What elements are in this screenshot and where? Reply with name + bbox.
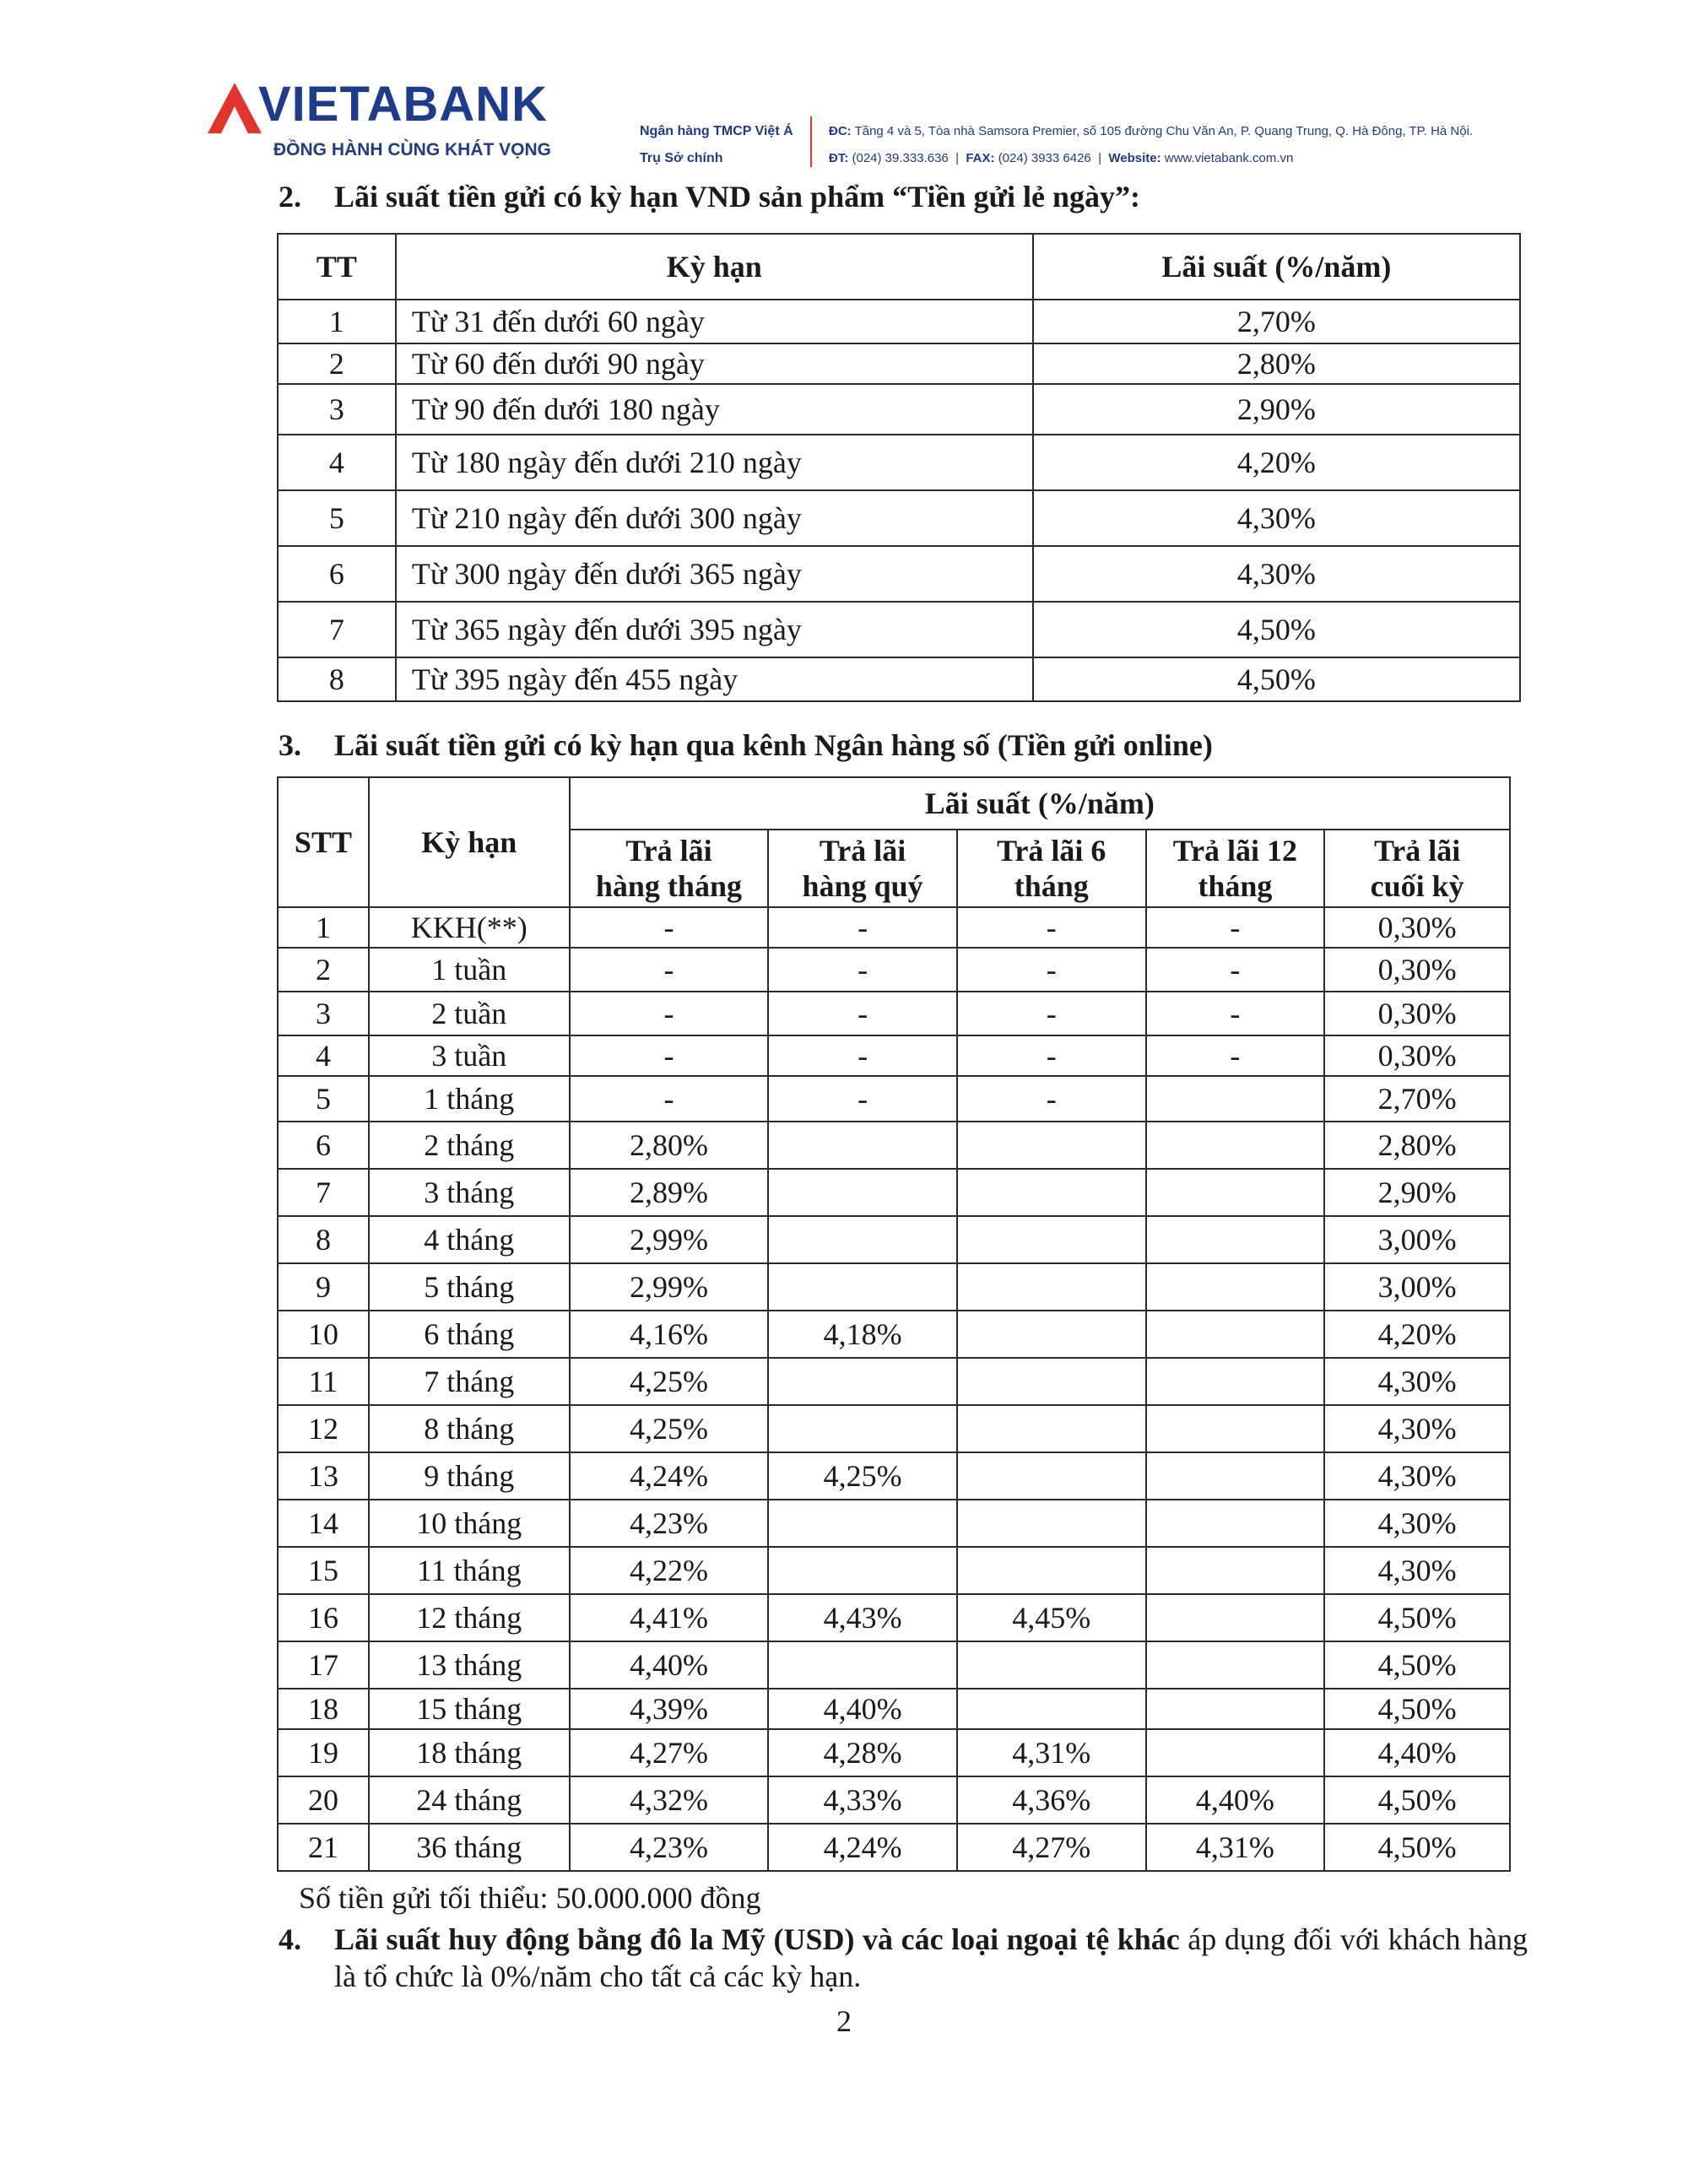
table-row	[278, 1358, 1510, 1405]
cell-rate: 4,50%	[1033, 657, 1520, 701]
cell-quarterly: 4,18%	[768, 1311, 957, 1358]
cell-quarterly: -	[768, 1076, 957, 1122]
table-row	[278, 546, 1520, 602]
cell-rate: 4,30%	[1033, 546, 1520, 602]
col-header-6-month: Trả lãi 6 tháng	[957, 830, 1146, 907]
cell-rate: 4,20%	[1033, 435, 1520, 490]
cell-6-month: 4,36%	[957, 1776, 1146, 1824]
col-header-stt: STT	[278, 777, 369, 907]
cell-end-of-term: 4,40%	[1324, 1729, 1510, 1776]
cell-12-month	[1146, 1641, 1325, 1689]
cell-6-month	[957, 1216, 1146, 1263]
cell-tt: 7	[278, 602, 396, 657]
col-header-quarterly: Trả lãi hàng quý	[768, 830, 957, 907]
cell-term: 7 tháng	[369, 1358, 570, 1405]
cell-term: 5 tháng	[369, 1263, 570, 1311]
cell-6-month	[957, 1641, 1146, 1689]
cell-monthly: 4,40%	[570, 1641, 769, 1689]
bank-logo	[206, 77, 560, 165]
cell-6-month: -	[957, 992, 1146, 1035]
table-row	[278, 948, 1510, 992]
cell-12-month: 4,40%	[1146, 1776, 1325, 1824]
cell-quarterly	[768, 1641, 957, 1689]
cell-term: 3 tuần	[369, 1035, 570, 1076]
cell-end-of-term: 4,50%	[1324, 1776, 1510, 1824]
cell-tt: 1	[278, 300, 396, 343]
cell-end-of-term: 2,90%	[1324, 1169, 1510, 1216]
cell-end-of-term: 4,30%	[1324, 1452, 1510, 1500]
cell-monthly: -	[570, 1035, 769, 1076]
table-row	[278, 343, 1520, 384]
cell-term: Từ 90 đến dưới 180 ngày	[396, 384, 1033, 435]
section-2-title: 2. Lãi suất tiền gửi có kỳ hạn VND sản phẩm “Tiền gửi lẻ ngày”:	[279, 180, 1141, 214]
cell-end-of-term: 4,50%	[1324, 1594, 1510, 1641]
cell-quarterly	[768, 1358, 957, 1405]
cell-term: 6 tháng	[369, 1311, 570, 1358]
table-row	[278, 1689, 1510, 1729]
cell-6-month	[957, 1263, 1146, 1311]
cell-end-of-term: 0,30%	[1324, 948, 1510, 992]
cell-monthly: -	[570, 1076, 769, 1122]
col-header-tt: TT	[278, 234, 396, 300]
cell-term: 18 tháng	[369, 1729, 570, 1776]
daily-deposit-rate-table	[277, 233, 1521, 702]
table-row	[278, 435, 1520, 490]
cell-stt: 16	[278, 1594, 369, 1641]
address-line: ĐC: Tầng 4 và 5, Tòa nhà Samsora Premier, số 105 đường Chu Văn An, P. Quang Trung, Q. Hà Đông, TP. Hà Nội.	[829, 124, 1474, 138]
website-link[interactable]: www.vietabank.com.vn	[1164, 151, 1294, 165]
section-4-bold-text: Lãi suất huy động bằng đô la Mỹ (USD) và các loại ngoại tệ khác	[334, 1922, 1180, 1956]
cell-term: 24 tháng	[369, 1776, 570, 1824]
logo-mark-icon	[206, 81, 263, 135]
cell-12-month	[1146, 1452, 1325, 1500]
table-row	[278, 300, 1520, 343]
cell-term: 13 tháng	[369, 1641, 570, 1689]
cell-quarterly	[768, 1169, 957, 1216]
cell-term: 4 tháng	[369, 1216, 570, 1263]
cell-term: Từ 210 ngày đến dưới 300 ngày	[396, 490, 1033, 546]
col-header-monthly: Trả lãi hàng tháng	[570, 830, 769, 907]
cell-6-month	[957, 1169, 1146, 1216]
cell-quarterly: 4,25%	[768, 1452, 957, 1500]
table-header-row	[278, 777, 1510, 830]
col-header-term: Kỳ hạn	[369, 777, 570, 907]
cell-12-month	[1146, 1405, 1325, 1452]
cell-monthly: 4,25%	[570, 1358, 769, 1405]
logo-slogan: ĐỒNG HÀNH CÙNG KHÁT VỌNG	[273, 140, 551, 159]
cell-12-month	[1146, 1216, 1325, 1263]
cell-12-month	[1146, 1547, 1325, 1594]
table-row	[278, 1076, 1510, 1122]
cell-stt: 9	[278, 1263, 369, 1311]
cell-term: 12 tháng	[369, 1594, 570, 1641]
cell-6-month	[957, 1311, 1146, 1358]
cell-end-of-term: 4,30%	[1324, 1405, 1510, 1452]
col-header-rate-group: Lãi suất (%/năm)	[570, 777, 1510, 830]
cell-6-month	[957, 1452, 1146, 1500]
col-header-term: Kỳ hạn	[396, 234, 1033, 300]
section-4-paragraph	[279, 1921, 1528, 1995]
cell-term: 9 tháng	[369, 1452, 570, 1500]
cell-end-of-term: 4,30%	[1324, 1500, 1510, 1547]
hq-label: Trụ Sở chính	[640, 151, 723, 165]
cell-quarterly	[768, 1216, 957, 1263]
table-row	[278, 1122, 1510, 1169]
cell-quarterly: -	[768, 1035, 957, 1076]
table-row	[278, 907, 1510, 948]
cell-term: 11 tháng	[369, 1547, 570, 1594]
table-row	[278, 1452, 1510, 1500]
table-row	[278, 1594, 1510, 1641]
table-row	[278, 1035, 1510, 1076]
cell-12-month: -	[1146, 907, 1325, 948]
online-deposit-rate-table	[277, 776, 1511, 1872]
cell-term: 36 tháng	[369, 1824, 570, 1871]
cell-term: 3 tháng	[369, 1169, 570, 1216]
cell-stt: 4	[278, 1035, 369, 1076]
cell-end-of-term: 0,30%	[1324, 907, 1510, 948]
cell-6-month: -	[957, 948, 1146, 992]
table-row	[278, 1547, 1510, 1594]
cell-quarterly	[768, 1547, 957, 1594]
cell-rate: 4,50%	[1033, 602, 1520, 657]
section-4-number: 4.	[279, 1922, 301, 1956]
cell-quarterly: 4,43%	[768, 1594, 957, 1641]
table-row	[278, 1169, 1510, 1216]
cell-quarterly: 4,24%	[768, 1824, 957, 1871]
cell-stt: 7	[278, 1169, 369, 1216]
cell-quarterly: 4,33%	[768, 1776, 957, 1824]
cell-stt: 21	[278, 1824, 369, 1871]
cell-term: Từ 365 ngày đến dưới 395 ngày	[396, 602, 1033, 657]
table-row	[278, 1641, 1510, 1689]
cell-tt: 6	[278, 546, 396, 602]
col-header-12-month: Trả lãi 12 tháng	[1146, 830, 1325, 907]
cell-tt: 8	[278, 657, 396, 701]
cell-12-month	[1146, 1594, 1325, 1641]
cell-term: Từ 180 ngày đến dưới 210 ngày	[396, 435, 1033, 490]
cell-end-of-term: 0,30%	[1324, 1035, 1510, 1076]
cell-end-of-term: 3,00%	[1324, 1216, 1510, 1263]
cell-12-month: -	[1146, 948, 1325, 992]
cell-monthly: 2,99%	[570, 1216, 769, 1263]
contact-block	[829, 118, 1473, 172]
cell-12-month	[1146, 1729, 1325, 1776]
cell-6-month: -	[957, 907, 1146, 948]
cell-end-of-term: 0,30%	[1324, 992, 1510, 1035]
cell-end-of-term: 2,80%	[1324, 1122, 1510, 1169]
cell-term: 15 tháng	[369, 1689, 570, 1729]
cell-monthly: -	[570, 992, 769, 1035]
cell-term: Từ 60 đến dưới 90 ngày	[396, 343, 1033, 384]
contact-line: ĐT: (024) 39.333.636 | FAX: (024) 3933 6426 | Website: www.vietabank.com.vn	[829, 151, 1294, 165]
cell-quarterly: 4,40%	[768, 1689, 957, 1729]
cell-rate: 4,30%	[1033, 490, 1520, 546]
cell-stt: 6	[278, 1122, 369, 1169]
cell-12-month	[1146, 1311, 1325, 1358]
table-row	[278, 1405, 1510, 1452]
table-row	[278, 384, 1520, 435]
cell-6-month	[957, 1547, 1146, 1594]
cell-monthly: 4,39%	[570, 1689, 769, 1729]
cell-12-month: -	[1146, 1035, 1325, 1076]
table-row	[278, 1263, 1510, 1311]
cell-monthly: 4,23%	[570, 1824, 769, 1871]
table-row	[278, 602, 1520, 657]
cell-stt: 3	[278, 992, 369, 1035]
cell-6-month	[957, 1358, 1146, 1405]
page-number: 2	[836, 2004, 852, 2038]
cell-monthly: 4,24%	[570, 1452, 769, 1500]
cell-monthly: 2,99%	[570, 1263, 769, 1311]
header-divider	[810, 116, 812, 167]
table-row	[278, 1776, 1510, 1824]
section-3-title: 3. Lãi suất tiền gửi có kỳ hạn qua kênh Ngân hàng số (Tiền gửi online)	[279, 728, 1213, 762]
cell-stt: 2	[278, 948, 369, 992]
cell-6-month: 4,31%	[957, 1729, 1146, 1776]
cell-6-month	[957, 1122, 1146, 1169]
cell-monthly: 4,25%	[570, 1405, 769, 1452]
cell-12-month	[1146, 1500, 1325, 1547]
cell-stt: 17	[278, 1641, 369, 1689]
cell-term: Từ 31 đến dưới 60 ngày	[396, 300, 1033, 343]
table-row	[278, 992, 1510, 1035]
cell-quarterly: -	[768, 907, 957, 948]
cell-stt: 18	[278, 1689, 369, 1729]
cell-end-of-term: 4,20%	[1324, 1311, 1510, 1358]
cell-12-month	[1146, 1169, 1325, 1216]
table-row	[278, 1824, 1510, 1871]
cell-quarterly	[768, 1263, 957, 1311]
cell-monthly: -	[570, 948, 769, 992]
cell-end-of-term: 4,50%	[1324, 1641, 1510, 1689]
table-row	[278, 1729, 1510, 1776]
cell-quarterly	[768, 1500, 957, 1547]
cell-stt: 20	[278, 1776, 369, 1824]
cell-tt: 2	[278, 343, 396, 384]
table-header-row	[278, 234, 1520, 300]
cell-quarterly	[768, 1122, 957, 1169]
cell-stt: 12	[278, 1405, 369, 1452]
table-row	[278, 490, 1520, 546]
cell-quarterly: 4,28%	[768, 1729, 957, 1776]
cell-monthly: -	[570, 907, 769, 948]
cell-6-month	[957, 1405, 1146, 1452]
logo-wordmark: VIETABANK	[258, 77, 549, 132]
cell-monthly: 4,32%	[570, 1776, 769, 1824]
cell-term: Từ 395 ngày đến 455 ngày	[396, 657, 1033, 701]
cell-6-month	[957, 1500, 1146, 1547]
cell-stt: 13	[278, 1452, 369, 1500]
cell-12-month: -	[1146, 992, 1325, 1035]
table-row	[278, 1500, 1510, 1547]
minimum-deposit-note: Số tiền gửi tối thiểu: 50.000.000 đồng	[299, 1881, 761, 1915]
cell-rate: 2,80%	[1033, 343, 1520, 384]
cell-stt: 11	[278, 1358, 369, 1405]
cell-end-of-term: 2,70%	[1324, 1076, 1510, 1122]
cell-6-month: 4,27%	[957, 1824, 1146, 1871]
section-4-text: áp dụng đối với khách hàng là tổ chức là 0%/năm cho tất cả các kỳ hạn.	[334, 1922, 1528, 1993]
col-header-rate: Lãi suất (%/năm)	[1033, 234, 1520, 300]
cell-monthly: 4,41%	[570, 1594, 769, 1641]
cell-6-month: -	[957, 1035, 1146, 1076]
col-header-end-of-term: Trả lãi cuối kỳ	[1324, 830, 1510, 907]
cell-12-month	[1146, 1263, 1325, 1311]
cell-6-month: -	[957, 1076, 1146, 1122]
cell-end-of-term: 3,00%	[1324, 1263, 1510, 1311]
cell-term: 10 tháng	[369, 1500, 570, 1547]
cell-rate: 2,70%	[1033, 300, 1520, 343]
bank-name: Ngân hàng TMCP Việt Á	[640, 124, 793, 138]
cell-12-month: 4,31%	[1146, 1824, 1325, 1871]
cell-12-month	[1146, 1122, 1325, 1169]
cell-12-month	[1146, 1076, 1325, 1122]
cell-tt: 3	[278, 384, 396, 435]
cell-stt: 5	[278, 1076, 369, 1122]
cell-quarterly: -	[768, 948, 957, 992]
cell-monthly: 4,23%	[570, 1500, 769, 1547]
cell-stt: 1	[278, 907, 369, 948]
cell-tt: 4	[278, 435, 396, 490]
cell-monthly: 2,80%	[570, 1122, 769, 1169]
cell-monthly: 4,16%	[570, 1311, 769, 1358]
cell-monthly: 4,27%	[570, 1729, 769, 1776]
cell-term: 1 tuần	[369, 948, 570, 992]
table-row	[278, 1216, 1510, 1263]
cell-stt: 15	[278, 1547, 369, 1594]
cell-monthly: 4,22%	[570, 1547, 769, 1594]
cell-term: 8 tháng	[369, 1405, 570, 1452]
cell-end-of-term: 4,50%	[1324, 1824, 1510, 1871]
table-row	[278, 1311, 1510, 1358]
hq-block	[640, 118, 793, 172]
cell-tt: 5	[278, 490, 396, 546]
cell-end-of-term: 4,30%	[1324, 1358, 1510, 1405]
cell-quarterly	[768, 1405, 957, 1452]
cell-stt: 19	[278, 1729, 369, 1776]
cell-quarterly: -	[768, 992, 957, 1035]
cell-term: 1 tháng	[369, 1076, 570, 1122]
cell-term: Từ 300 ngày đến dưới 365 ngày	[396, 546, 1033, 602]
cell-stt: 10	[278, 1311, 369, 1358]
cell-12-month	[1146, 1358, 1325, 1405]
cell-rate: 2,90%	[1033, 384, 1520, 435]
cell-6-month: 4,45%	[957, 1594, 1146, 1641]
cell-term: 2 tháng	[369, 1122, 570, 1169]
cell-term: 2 tuần	[369, 992, 570, 1035]
cell-stt: 8	[278, 1216, 369, 1263]
cell-6-month	[957, 1689, 1146, 1729]
cell-stt: 14	[278, 1500, 369, 1547]
cell-end-of-term: 4,50%	[1324, 1689, 1510, 1729]
cell-term: KKH(**)	[369, 907, 570, 948]
cell-end-of-term: 4,30%	[1324, 1547, 1510, 1594]
table-row	[278, 657, 1520, 701]
cell-12-month	[1146, 1689, 1325, 1729]
cell-monthly: 2,89%	[570, 1169, 769, 1216]
